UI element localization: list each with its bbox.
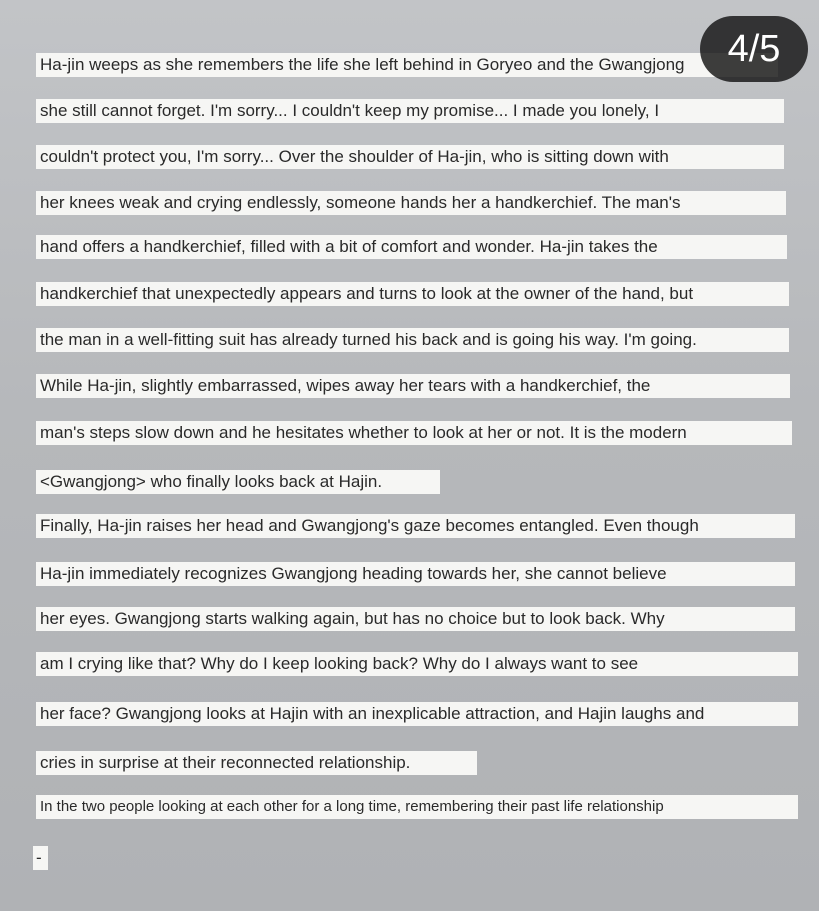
text-line: am I crying like that? Why do I keep looking back? Why do I always want to see bbox=[36, 652, 798, 676]
text-line: her face? Gwangjong looks at Hajin with an inexplicable attraction, and Hajin laughs and bbox=[36, 702, 798, 726]
text-line: - bbox=[33, 846, 48, 870]
text-line: she still cannot forget. I'm sorry... I couldn't keep my promise... I made you lonely, I bbox=[36, 99, 784, 123]
text-line: Finally, Ha-jin raises her head and Gwangjong's gaze becomes entangled. Even though bbox=[36, 514, 795, 538]
page-counter-badge: 4/5 bbox=[700, 16, 808, 82]
text-line: couldn't protect you, I'm sorry... Over the shoulder of Ha-jin, who is sitting down with bbox=[36, 145, 784, 169]
text-line: the man in a well-fitting suit has already turned his back and is going his way. I'm going. bbox=[36, 328, 789, 352]
text-line: her knees weak and crying endlessly, someone hands her a handkerchief. The man's bbox=[36, 191, 786, 215]
text-line: hand offers a handkerchief, filled with a bit of comfort and wonder. Ha-jin takes the bbox=[36, 235, 787, 259]
text-line: Ha-jin weeps as she remembers the life she left behind in Goryeo and the Gwangjong bbox=[36, 53, 778, 77]
text-line: her eyes. Gwangjong starts walking again, but has no choice but to look back. Why bbox=[36, 607, 795, 631]
text-line: cries in surprise at their reconnected relationship. bbox=[36, 751, 477, 775]
text-line: While Ha-jin, slightly embarrassed, wipes away her tears with a handkerchief, the bbox=[36, 374, 790, 398]
text-line: man's steps slow down and he hesitates whether to look at her or not. It is the modern bbox=[36, 421, 792, 445]
text-line: In the two people looking at each other for a long time, remembering their past life relationship bbox=[36, 795, 798, 819]
text-line: <Gwangjong> who finally looks back at Hajin. bbox=[36, 470, 440, 494]
text-line: Ha-jin immediately recognizes Gwangjong heading towards her, she cannot believe bbox=[36, 562, 795, 586]
text-line: handkerchief that unexpectedly appears and turns to look at the owner of the hand, but bbox=[36, 282, 789, 306]
